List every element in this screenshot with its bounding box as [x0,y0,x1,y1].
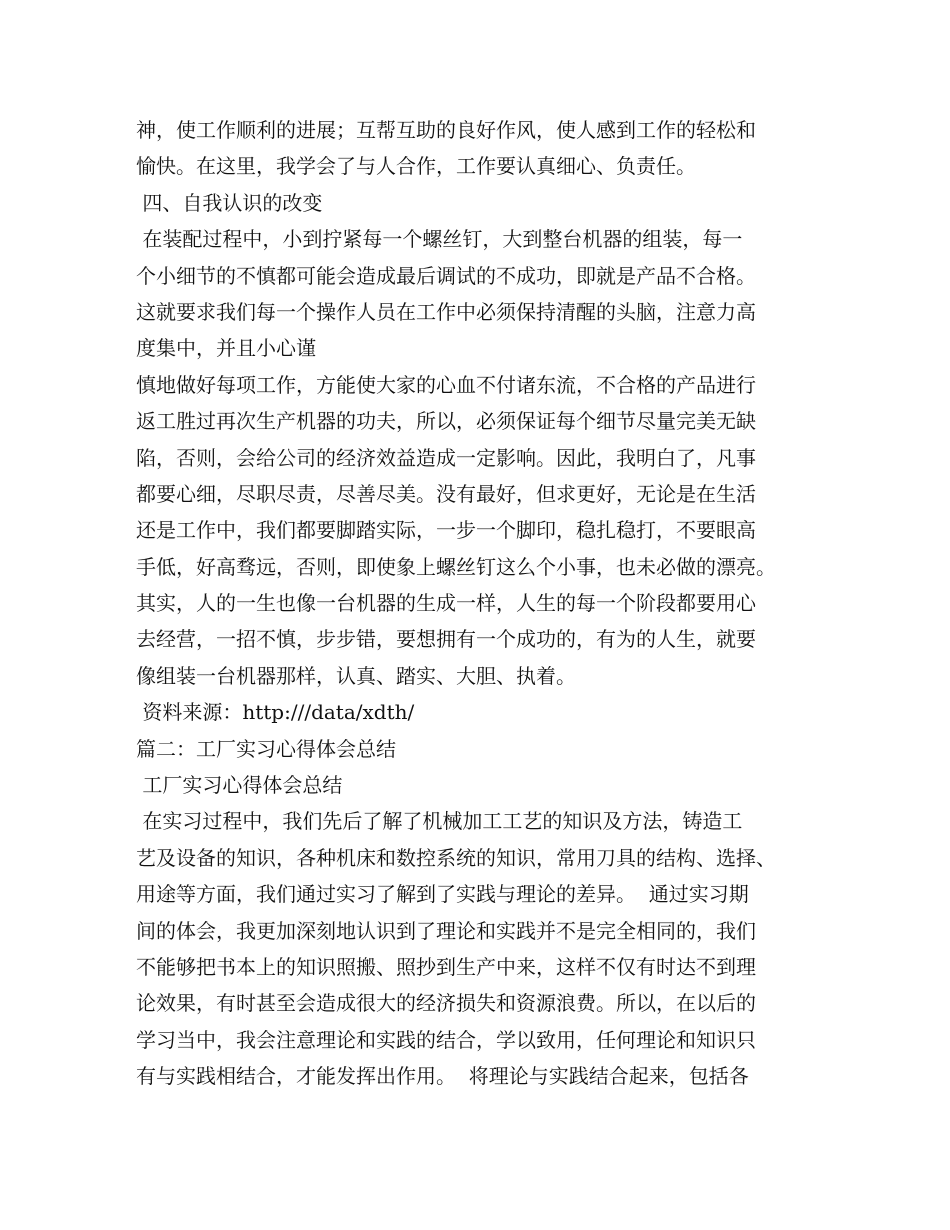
text-line: 在实习过程中，我们先后了解了机械加工工艺的知识及方法，铸造工 [136,809,743,834]
text-line: 手低，好高骛远，否则，即使象上螺丝钉这么个小事，也未必做的漂亮。 [136,554,776,579]
text-line: 陷，否则，会给公司的经济效益造成一定影响。因此，我明白了，凡事 [136,445,756,470]
text-line: 神，使工作顺利的进展；互帮互助的良好作风，使人感到工作的轻松和 [136,118,756,142]
source-line: 资料来源：http:///data/xdth/ [136,700,415,725]
text-line: 论效果，有时甚至会造成很大的经济损失和资源浪费。所以，在以后的 [136,991,756,1016]
text-line: 愉快。在这里，我学会了与人合作，工作要认真细心、负责任。 [136,154,696,179]
text-line: 在装配过程中，小到拧紧每一个螺丝钉，大到整台机器的组装，每一 [136,227,743,252]
text-line: 个小细节的不慎都可能会造成最后调试的不成功，即就是产品不合格。 [136,263,756,288]
text-line: 度集中，并且小心谨 [136,336,316,361]
text-line: 不能够把书本上的知识照搬、照抄到生产中来，这样不仅有时达不到理 [136,954,756,979]
section-heading: 四、自我认识的改变 [136,190,323,215]
text-line: 其实，人的一生也像一台机器的生成一样，人生的每一个阶段都要用心 [136,591,756,616]
text-line: 这就要求我们每一个操作人员在工作中必须保持清醒的头脑，注意力高 [136,299,756,324]
text-line: 像组装一台机器那样，认真、踏实、大胆、执着。 [136,663,576,688]
document-body [136,112,856,1095]
article-title: 工厂实习心得体会总结 [136,773,343,798]
text-line: 学习当中，我会注意理论和实践的结合，学以致用，任何理论和知识只 [136,1027,756,1052]
text-line: 还是工作中，我们都要脚踏实际，一步一个脚印，稳扎稳打，不要眼高 [136,518,756,543]
text-line: 用途等方面，我们通过实习了解到了实践与理论的差异。 通过实习期 [136,882,749,907]
text-line: 有与实践相结合，才能发挥出作用。 将理论与实践结合起来，包括各 [136,1064,749,1089]
text-line: 艺及设备的知识，各种机床和数控系统的知识，常用刀具的结构、选择、 [136,845,776,870]
text-line: 返工胜过再次生产机器的功夫，所以，必须保证每个细节尽量完美无缺 [136,409,756,434]
text-line: 都要心细，尽职尽责，尽善尽美。没有最好，但求更好，无论是在生活 [136,481,756,506]
chapter-heading: 篇二：工厂实习心得体会总结 [136,736,396,761]
text-line: 慎地做好每项工作，方能使大家的心血不付诸东流，不合格的产品进行 [136,372,756,397]
text-line: 去经营，一招不慎，步步错，要想拥有一个成功的，有为的人生，就要 [136,627,756,652]
text-line: 间的体会，我更加深刻地认识到了理论和实践并不是完全相同的，我们 [136,918,756,943]
